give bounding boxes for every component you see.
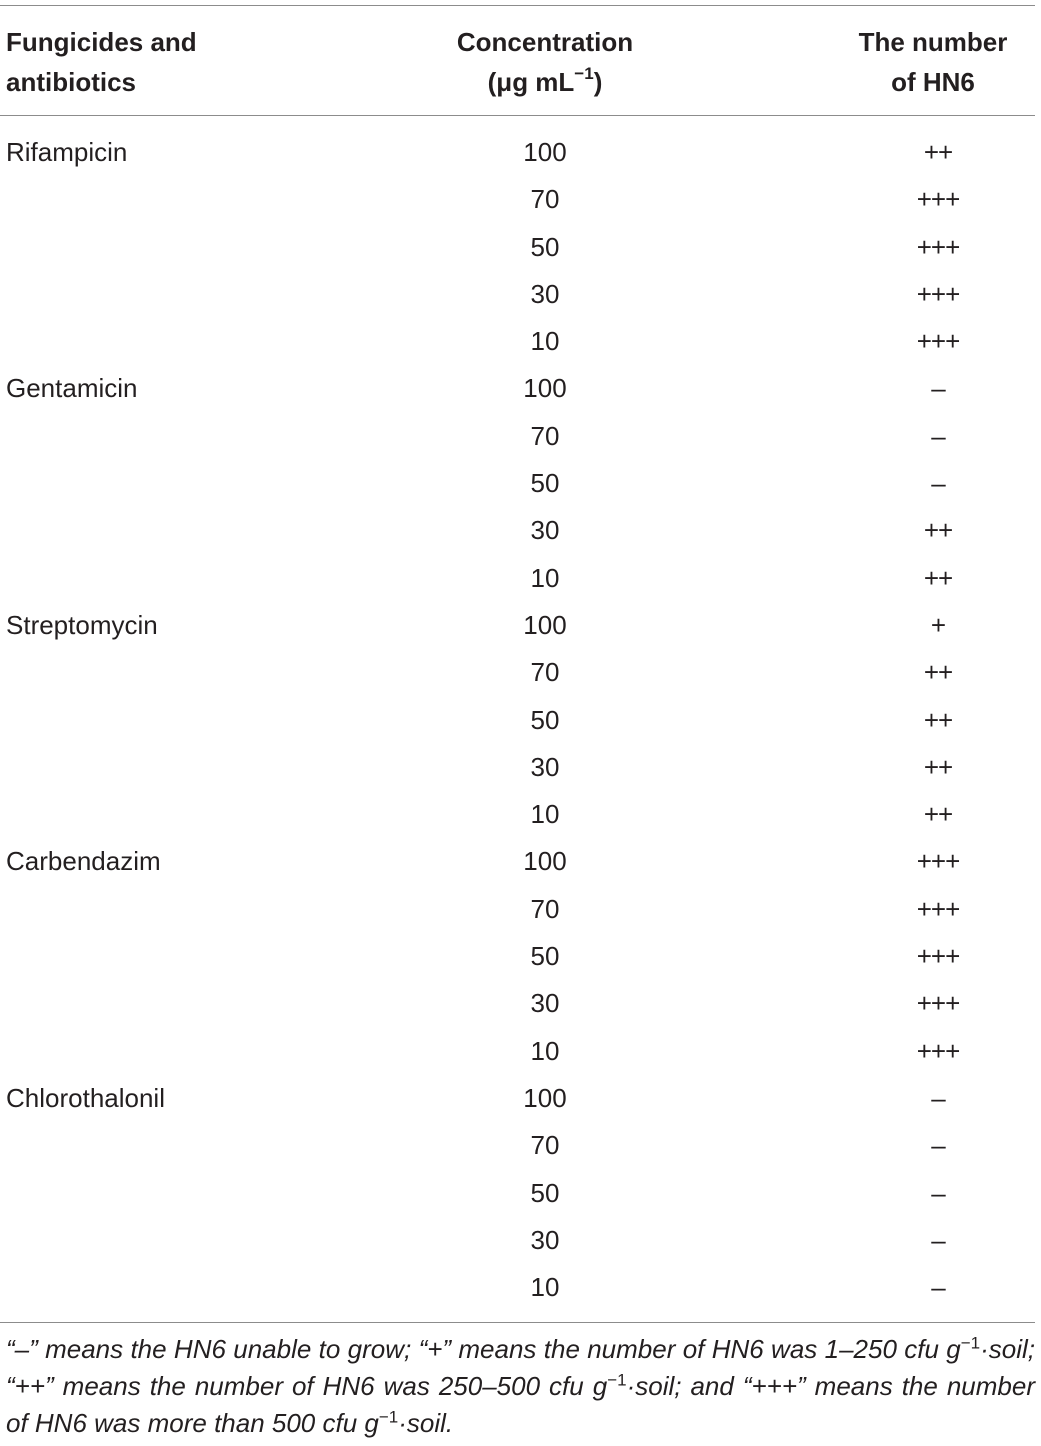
cell-concentration: 100 (523, 137, 567, 167)
cell-hn6-number: ++ (923, 657, 953, 688)
cell-hn6-number: +++ (916, 846, 960, 877)
cell-hn6-number: – (931, 373, 945, 404)
table-row (0, 1075, 1041, 1122)
cell-hn6-number: +++ (916, 1035, 960, 1066)
header-conc-line1: Concentration (456, 27, 634, 57)
header-conc-line2: (μg $mL^{-1}$) (487, 64, 603, 97)
cell-compound-name: Gentamicin (6, 373, 138, 404)
header-fungicides-antibiotics (6, 22, 197, 102)
cell-concentration: 30 (530, 278, 560, 309)
cell-compound-name: Rifampicin (6, 137, 128, 167)
cell-hn6-number: +++ (916, 278, 960, 309)
cell-concentration: 30 (530, 751, 560, 782)
table-row (0, 1264, 1041, 1311)
cell-hn6-number: ++ (923, 799, 953, 830)
cell-hn6-number: ++ (923, 515, 953, 546)
header-number-hn6 (833, 22, 1033, 102)
cell-concentration: 70 (530, 1130, 560, 1161)
cell-concentration: 100 (523, 1082, 567, 1113)
cell-concentration: 70 (530, 184, 560, 215)
cell-hn6-number: – (931, 468, 945, 499)
table-footnote: “–” means the HN6 unable to grow; “+” means the number of HN6 was 1–250 cfu $g^{-1}\cdot soil$; “++” means the number of HN6 was 250–500 cfu $g^{-1}\cdot soil$; and “+++” means the number of HN6 was more than 500 cfu $g^{-1}\cdot soil$. (6, 1333, 1035, 1438)
table-row (0, 1028, 1041, 1075)
table-row (0, 933, 1041, 980)
cell-concentration: 30 (530, 988, 560, 1019)
table-top-rule (0, 5, 1035, 6)
cell-concentration: 10 (530, 326, 560, 357)
table-row (0, 507, 1041, 554)
header-num-line1: The number (858, 27, 1008, 57)
table-row (0, 744, 1041, 791)
cell-concentration: 10 (530, 799, 560, 830)
table-row (0, 176, 1041, 223)
header-concentration (445, 22, 645, 102)
table-row (0, 1170, 1041, 1217)
header-name-line1: Fungicides and (6, 27, 197, 57)
cell-concentration: 10 (530, 562, 560, 593)
table-row (0, 649, 1041, 696)
table-row (0, 838, 1041, 885)
cell-hn6-number: ++ (923, 137, 953, 167)
cell-concentration: 70 (530, 893, 560, 924)
cell-concentration: 30 (530, 515, 560, 546)
cell-hn6-number: – (931, 1177, 945, 1208)
cell-hn6-number: ++ (923, 562, 953, 593)
header-rule (0, 115, 1035, 116)
table-row (0, 697, 1041, 744)
table-row (0, 1217, 1041, 1264)
cell-concentration: 50 (530, 704, 560, 735)
cell-concentration: 50 (530, 1177, 560, 1208)
table-row (0, 365, 1041, 412)
cell-hn6-number: +++ (916, 988, 960, 1019)
cell-hn6-number: +++ (916, 893, 960, 924)
table-bottom-rule (0, 1322, 1035, 1323)
table-row (0, 602, 1041, 649)
cell-concentration: 50 (530, 468, 560, 499)
cell-concentration: 70 (530, 420, 560, 451)
cell-hn6-number: ++ (923, 704, 953, 735)
cell-concentration: 100 (523, 609, 567, 640)
cell-concentration: 100 (523, 846, 567, 877)
table-row (0, 129, 1041, 176)
cell-hn6-number: +++ (916, 231, 960, 262)
cell-hn6-number: – (931, 420, 945, 451)
cell-concentration: 10 (530, 1035, 560, 1066)
table-row (0, 413, 1041, 460)
cell-hn6-number: – (931, 1224, 945, 1255)
table-row (0, 318, 1041, 365)
header-name-line2: antibiotics (6, 67, 137, 97)
cell-concentration: 50 (530, 231, 560, 262)
table-row (0, 460, 1041, 507)
cell-concentration: 10 (530, 1272, 560, 1303)
table-row (0, 271, 1041, 318)
cell-hn6-number: – (931, 1082, 945, 1113)
cell-hn6-number: +++ (916, 941, 960, 972)
table-body (0, 129, 1041, 1311)
cell-compound-name: Chlorothalonil (6, 1082, 165, 1113)
cell-compound-name: Streptomycin (6, 609, 158, 640)
table-row (0, 886, 1041, 933)
table-row (0, 555, 1041, 602)
table-row (0, 791, 1041, 838)
cell-hn6-number: + (930, 609, 946, 640)
cell-concentration: 70 (530, 657, 560, 688)
cell-concentration: 30 (530, 1224, 560, 1255)
header-num-line2: of HN6 (891, 67, 975, 97)
table-row (0, 224, 1041, 271)
cell-hn6-number: – (931, 1130, 945, 1161)
table-row (0, 1122, 1041, 1169)
cell-hn6-number: ++ (923, 751, 953, 782)
cell-compound-name: Carbendazim (6, 846, 161, 877)
cell-hn6-number: – (931, 1272, 945, 1303)
cell-hn6-number: +++ (916, 184, 960, 215)
cell-hn6-number: +++ (916, 326, 960, 357)
table-row (0, 980, 1041, 1027)
cell-concentration: 100 (523, 373, 567, 404)
cell-concentration: 50 (530, 941, 560, 972)
